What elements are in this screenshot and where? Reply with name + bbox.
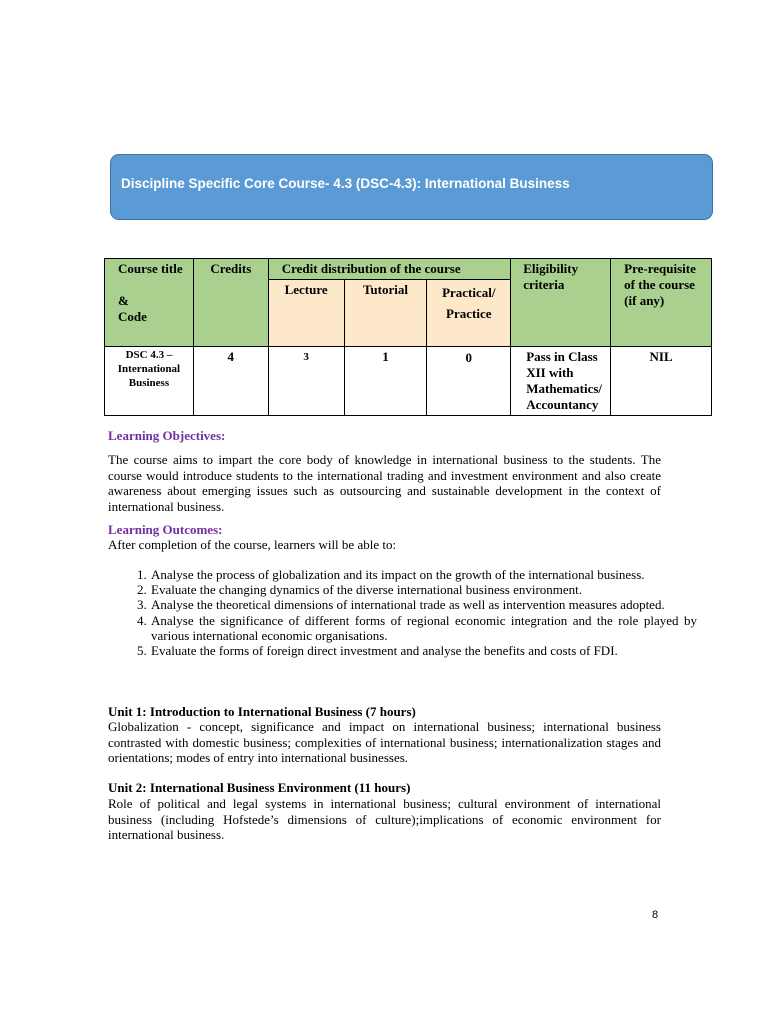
outcomes-heading: Learning Outcomes: (108, 522, 223, 537)
objectives-heading: Learning Objectives: (108, 428, 226, 443)
page-number: 8 (652, 909, 659, 921)
header-tutorial: Tutorial (344, 280, 427, 347)
list-item: 4. Analyse the significance of different forms of regional economic integration and the role played by various international economic organisations. (150, 613, 697, 643)
cell-eligibility: Pass in Class XII with Mathematics/ Accountancy (511, 347, 611, 416)
course-banner (110, 154, 713, 220)
list-item: 5. Evaluate the forms of foreign direct investment and analyse the benefits and costs of FDI. (150, 643, 697, 658)
list-item: 3. Analyse the theoretical dimensions of international trade as well as intervention measures adopted. (150, 597, 697, 612)
cell-prerequisite: NIL (611, 347, 712, 416)
banner-title: Discipline Specific Core Course- 4.3 (DSC-4.3): International Business (121, 176, 570, 191)
cell-tutorial: 1 (344, 347, 427, 416)
list-item: 1. Analyse the process of globalization and its impact on the growth of the international business. (150, 567, 697, 582)
cell-practical: 0 (427, 347, 511, 416)
credit-table (104, 258, 712, 416)
outcomes-list (108, 567, 697, 658)
header-practical: Practical/ Practice (427, 280, 511, 347)
header-prerequisite: Pre-requisite of the course (if any) (611, 259, 712, 347)
cell-course: DSC 4.3 – International Business (105, 347, 194, 416)
header-credit-distribution: Credit distribution of the course (268, 259, 511, 280)
unit-1-title: Unit 1: Introduction to International Business (7 hours) (108, 704, 416, 719)
outcomes-intro: After completion of the course, learners will be able to: (108, 537, 397, 552)
header-eligibility: Eligibility criteria (511, 259, 611, 347)
list-item: 2. Evaluate the changing dynamics of the diverse international business environment. (150, 582, 697, 597)
header-course-title: Course title & Code (105, 259, 194, 347)
header-credits: Credits (193, 259, 268, 347)
header-lecture: Lecture (268, 280, 344, 347)
unit-1-text: Globalization - concept, significance and impact on international business; international business contrasted with domestic business; complexities of international business; internationalization stages and orientations; modes of entry into international businesses. (108, 719, 661, 765)
cell-lecture: 3 (268, 347, 344, 416)
unit-2-title: Unit 2: International Business Environment (11 hours) (108, 780, 411, 795)
unit-2-text: Role of political and legal systems in international business; cultural environment of international business (including Hofstede’s dimensions of culture);implications of economic environment for international business. (108, 796, 661, 842)
objectives-text: The course aims to impart the core body of knowledge in international business to the students. The course would introduce students to the international trading and investment environment and also create awareness about emerging issues such as outsourcing and sustainable development in the context of international business. (108, 452, 661, 514)
cell-credits: 4 (193, 347, 268, 416)
